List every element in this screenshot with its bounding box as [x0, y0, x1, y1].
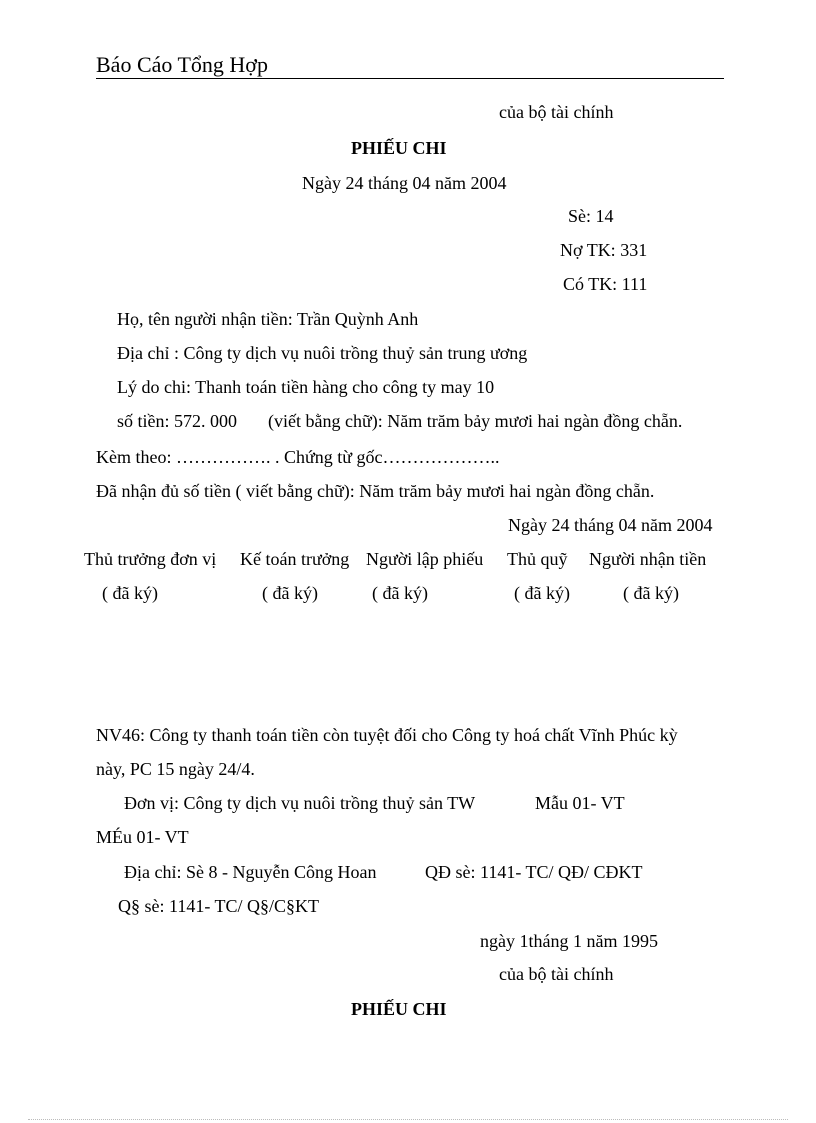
signature-role-head: Thủ trưởng đơn vị — [84, 549, 217, 569]
voucher1-date: Ngày 24 tháng 04 năm 2004 — [302, 173, 507, 193]
signature-status-chief-accountant: ( đã ký) — [262, 583, 318, 603]
nv46-form: Mẫu 01- VT — [535, 793, 625, 813]
voucher1-debit-account: Nợ TK: 331 — [560, 240, 648, 260]
nv46-line1: NV46: Công ty thanh toán tiền còn tuyệt đối cho Công ty hoá chất Vĩnh Phúc kỳ — [96, 725, 678, 745]
voucher1-authority: của bộ tài chính — [499, 102, 614, 122]
nv46-form-alt: MÉu 01- VT — [96, 827, 189, 847]
header-rule — [96, 78, 724, 79]
voucher1-number: Sè: 14 — [568, 206, 614, 226]
voucher1-title: PHIẾU CHI — [351, 138, 447, 158]
nv46-title: PHIẾU CHI — [351, 999, 447, 1019]
signature-status-recipient: ( đã ký) — [623, 583, 679, 603]
signature-status-cashier: ( đã ký) — [514, 583, 570, 603]
voucher1-sign-date: Ngày 24 tháng 04 năm 2004 — [508, 515, 713, 535]
signature-role-cashier: Thủ quỹ — [507, 549, 568, 569]
nv46-decision-alt: Q§ sè: 1141- TC/ Q§/C§KT — [118, 896, 319, 916]
page-bottom-divider — [28, 1119, 788, 1120]
voucher1-reason: Lý do chi: Thanh toán tiền hàng cho công ty may 10 — [117, 377, 495, 397]
signature-role-recipient: Người nhận tiền — [589, 549, 707, 569]
voucher1-recipient: Họ, tên người nhận tiền: Trần Quỳnh Anh — [117, 309, 419, 329]
voucher1-attached: Kèm theo: ……………. . Chứng từ gốc……………….. — [96, 447, 500, 467]
voucher1-amount: số tiền: 572. 000 — [117, 411, 237, 431]
signature-role-preparer: Người lập phiếu — [366, 549, 484, 569]
voucher1-received: Đã nhận đủ số tiền ( viết bằng chữ): Năm trăm bảy mươi hai ngàn đồng chẵn. — [96, 481, 655, 501]
nv46-decision: QĐ sè: 1141- TC/ QĐ/ CĐKT — [425, 862, 643, 882]
voucher1-address: Địa chỉ : Công ty dịch vụ nuôi trồng thuỷ sản trung ương — [117, 343, 528, 363]
nv46-decision-date: ngày 1tháng 1 năm 1995 — [480, 931, 658, 951]
nv46-address: Địa chỉ: Sè 8 - Nguyễn Công Hoan — [124, 862, 377, 882]
signature-status-preparer: ( đã ký) — [372, 583, 428, 603]
voucher1-credit-account: Có TK: 111 — [563, 274, 648, 294]
signature-role-chief-accountant: Kế toán trưởng — [240, 549, 350, 569]
nv46-unit: Đơn vị: Công ty dịch vụ nuôi trồng thuỷ sản TW — [124, 793, 476, 813]
document-header-title: Báo Cáo Tổng Hợp — [96, 52, 268, 77]
voucher1-amount-words: (viết bằng chữ): Năm trăm bảy mươi hai ngàn đồng chẵn. — [268, 411, 683, 431]
nv46-authority: của bộ tài chính — [499, 964, 614, 984]
signature-status-head: ( đã ký) — [102, 583, 158, 603]
nv46-line2: này, PC 15 ngày 24/4. — [96, 759, 255, 779]
